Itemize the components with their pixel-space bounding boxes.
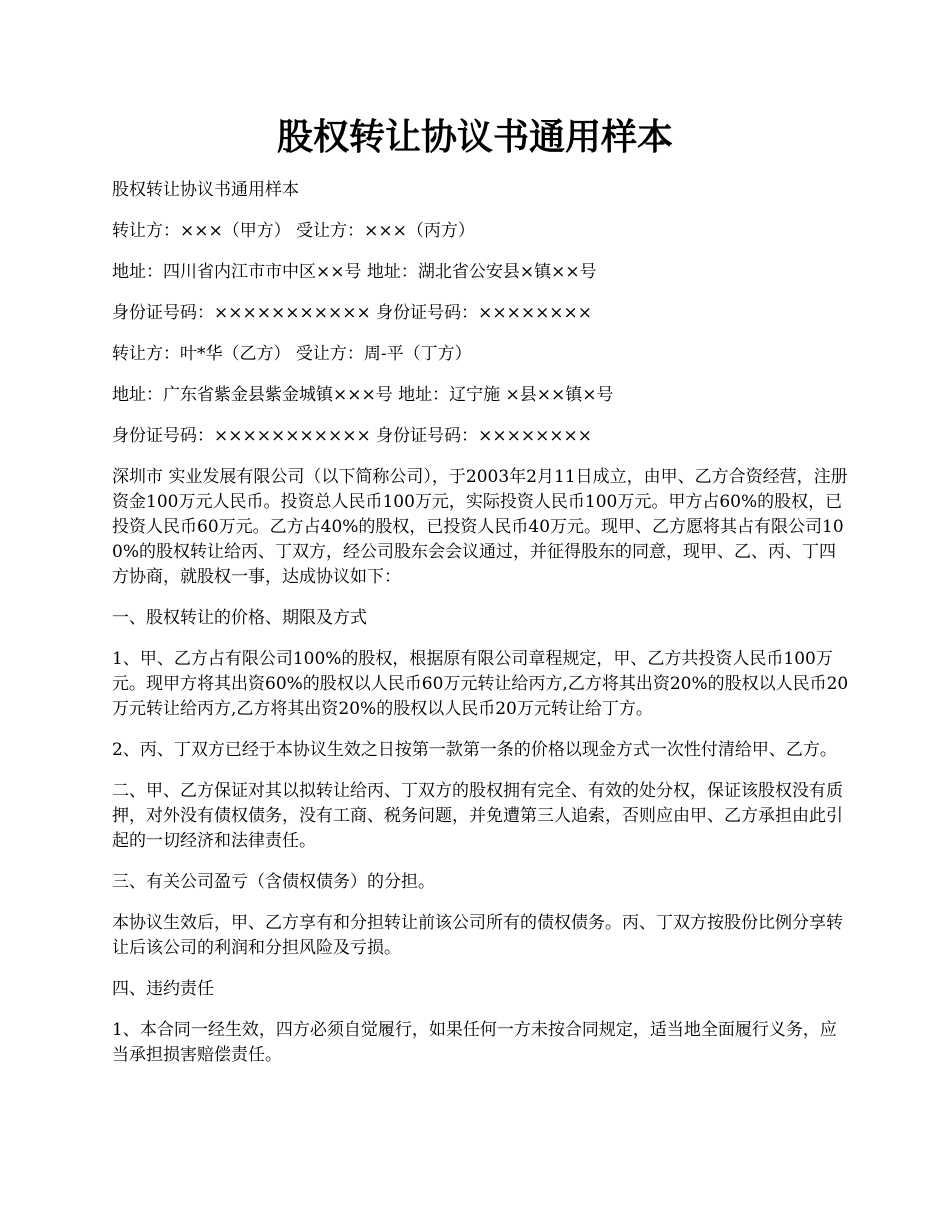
section-heading-2: 二、甲、乙方保证对其以拟转让给丙、丁双方的股权拥有完全、有效的处分权，保证该股权没有质押，对外没有债权债务，没有工商、税务问题，并免遭第三人追索，否则应由甲、乙方承担由此引起的一切经济和法律责任。 <box>112 781 843 851</box>
section-heading-4: 四、违约责任 <box>112 979 214 999</box>
section-heading-1: 一、股权转让的价格、期限及方式 <box>112 608 367 628</box>
section-heading-3: 三、有关公司盈亏（含债权债务）的分担。 <box>112 872 435 892</box>
paragraph-id-2: 身份证号码：××××××××××× 身份证号码：×××××××× <box>112 426 593 446</box>
paragraph-subtitle: 股权转让协议书通用样本 <box>112 180 299 200</box>
paragraph-parties-2: 转让方：叶*华（乙方） 受让方：周-平（丁方） <box>112 344 472 364</box>
paragraph-clause-4-1: 1、本合同一经生效，四方必须自觉履行，如果任何一方未按合同规定，适当地全面履行义务，应当承担损害赔偿责任。 <box>112 1020 837 1065</box>
paragraph-address-2: 地址：广东省紫金县紫金城镇×××号 地址：辽宁施 ×县××镇×号 <box>112 385 614 405</box>
paragraph-id-1: 身份证号码：××××××××××× 身份证号码：×××××××× <box>112 303 593 323</box>
paragraph-address-1: 地址：四川省内江市市中区××号 地址：湖北省公安县×镇××号 <box>112 262 597 282</box>
paragraph-clause-1-1: 1、甲、乙方占有限公司100%的股权，根据原有限公司章程规定，甲、乙方共投资人民币100万元。现甲方将其出资60%的股权以人民币60万元转让给丙方,乙方将其出资20%的股权以人民币20万元转让给丙方,乙方将其出资20%的股权以人民币20万元转让给丁方。 <box>112 649 849 719</box>
paragraph-clause-1-2: 2、丙、丁双方已经于本协议生效之日按第一款第一条的价格以现金方式一次性付清给甲、乙方。 <box>112 740 837 760</box>
document-body <box>112 178 852 1084</box>
document-title: 股权转让协议书通用样本 <box>276 116 673 158</box>
paragraph-clause-3: 本协议生效后，甲、乙方享有和分担转让前该公司所有的债权债务。丙、丁双方按股份比例分享转让后该公司的利润和分担风险及亏损。 <box>112 913 843 958</box>
paragraph-parties-1: 转让方：×××（甲方） 受让方：×××（丙方） <box>112 221 475 241</box>
paragraph-preamble: 深圳市 实业发展有限公司（以下简称公司），于2003年2月11日成立，由甲、乙方合资经营，注册资金100万元人民币。投资总人民币100万元，实际投资人民币100万元。甲方占60%的股权，已投资人民币60万元。乙方占40%的股权，已投资人民币40万元。现甲、乙方愿将其占有限公司100%的股权转让给丙、丁双方，经公司股东会会议通过，并征得股东的同意，现甲、乙、丙、丁四方协商，就股权一事，达成协议如下： <box>112 467 848 587</box>
